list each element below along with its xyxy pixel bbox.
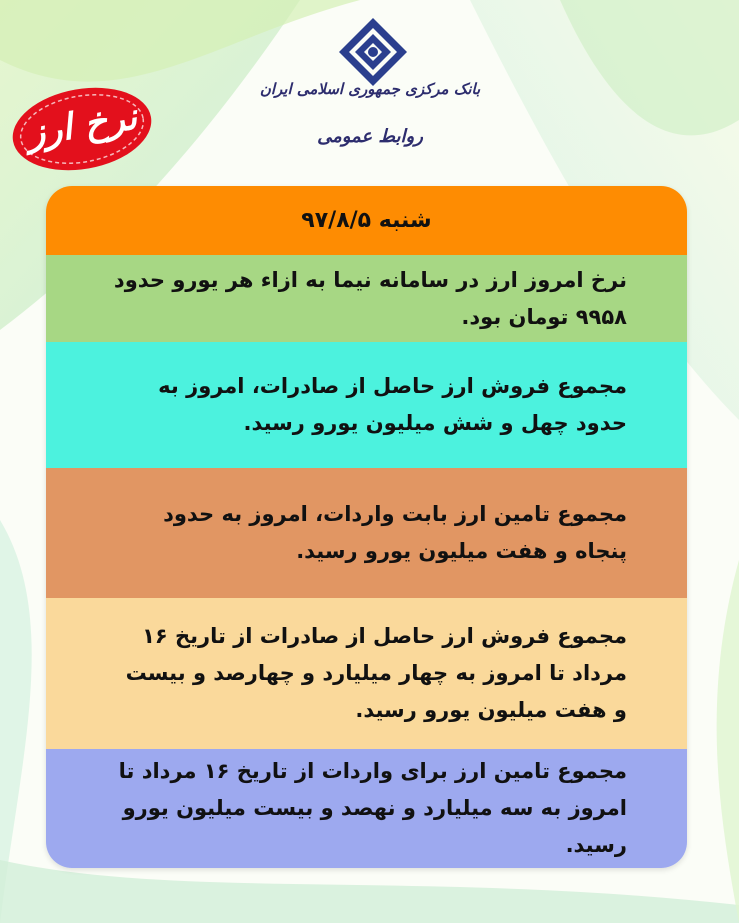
import-supply-band	[46, 468, 687, 598]
rates-panel	[46, 186, 687, 868]
cumulative-import-band	[46, 749, 687, 868]
date-band	[46, 186, 687, 255]
nima-rate-band	[46, 255, 687, 342]
bank-logo-icon	[337, 16, 409, 88]
date-text: شنبه ۹۷/۸/۵	[301, 208, 432, 233]
cumulative-export-text: مجموع فروش ارز حاصل از صادرات از تاریخ ۱۶ مرداد تا امروز به چهار میلیارد و چهارصد و بیست و هفت میلیون یورو رسید.	[125, 624, 627, 722]
import-supply-text: مجموع تامین ارز بابت واردات، امروز به حدود پنجاه و هفت میلیون یورو رسید.	[163, 502, 627, 563]
cumulative-export-band	[46, 598, 687, 749]
bank-name: بانک مرکزی جمهوری اسلامی ایران	[259, 80, 481, 98]
department-label: روابط عمومی	[317, 126, 423, 147]
export-sales-text: مجموع فروش ارز حاصل از صادرات، امروز به حدود چهل و شش میلیون یورو رسید.	[158, 374, 627, 435]
stamp-text: نرخ ارز	[24, 95, 140, 155]
cumulative-import-text: مجموع تامین ارز برای واردات از تاریخ ۱۶ مرداد تا امروز به سه میلیارد و نهصد و بیست میلیون یورو رسید.	[118, 759, 627, 857]
export-sales-band	[46, 342, 687, 468]
nima-rate-text: نرخ امروز ارز در سامانه نیما به ازاء هر یورو حدود ۹۹۵۸ تومان بود.	[113, 267, 627, 329]
